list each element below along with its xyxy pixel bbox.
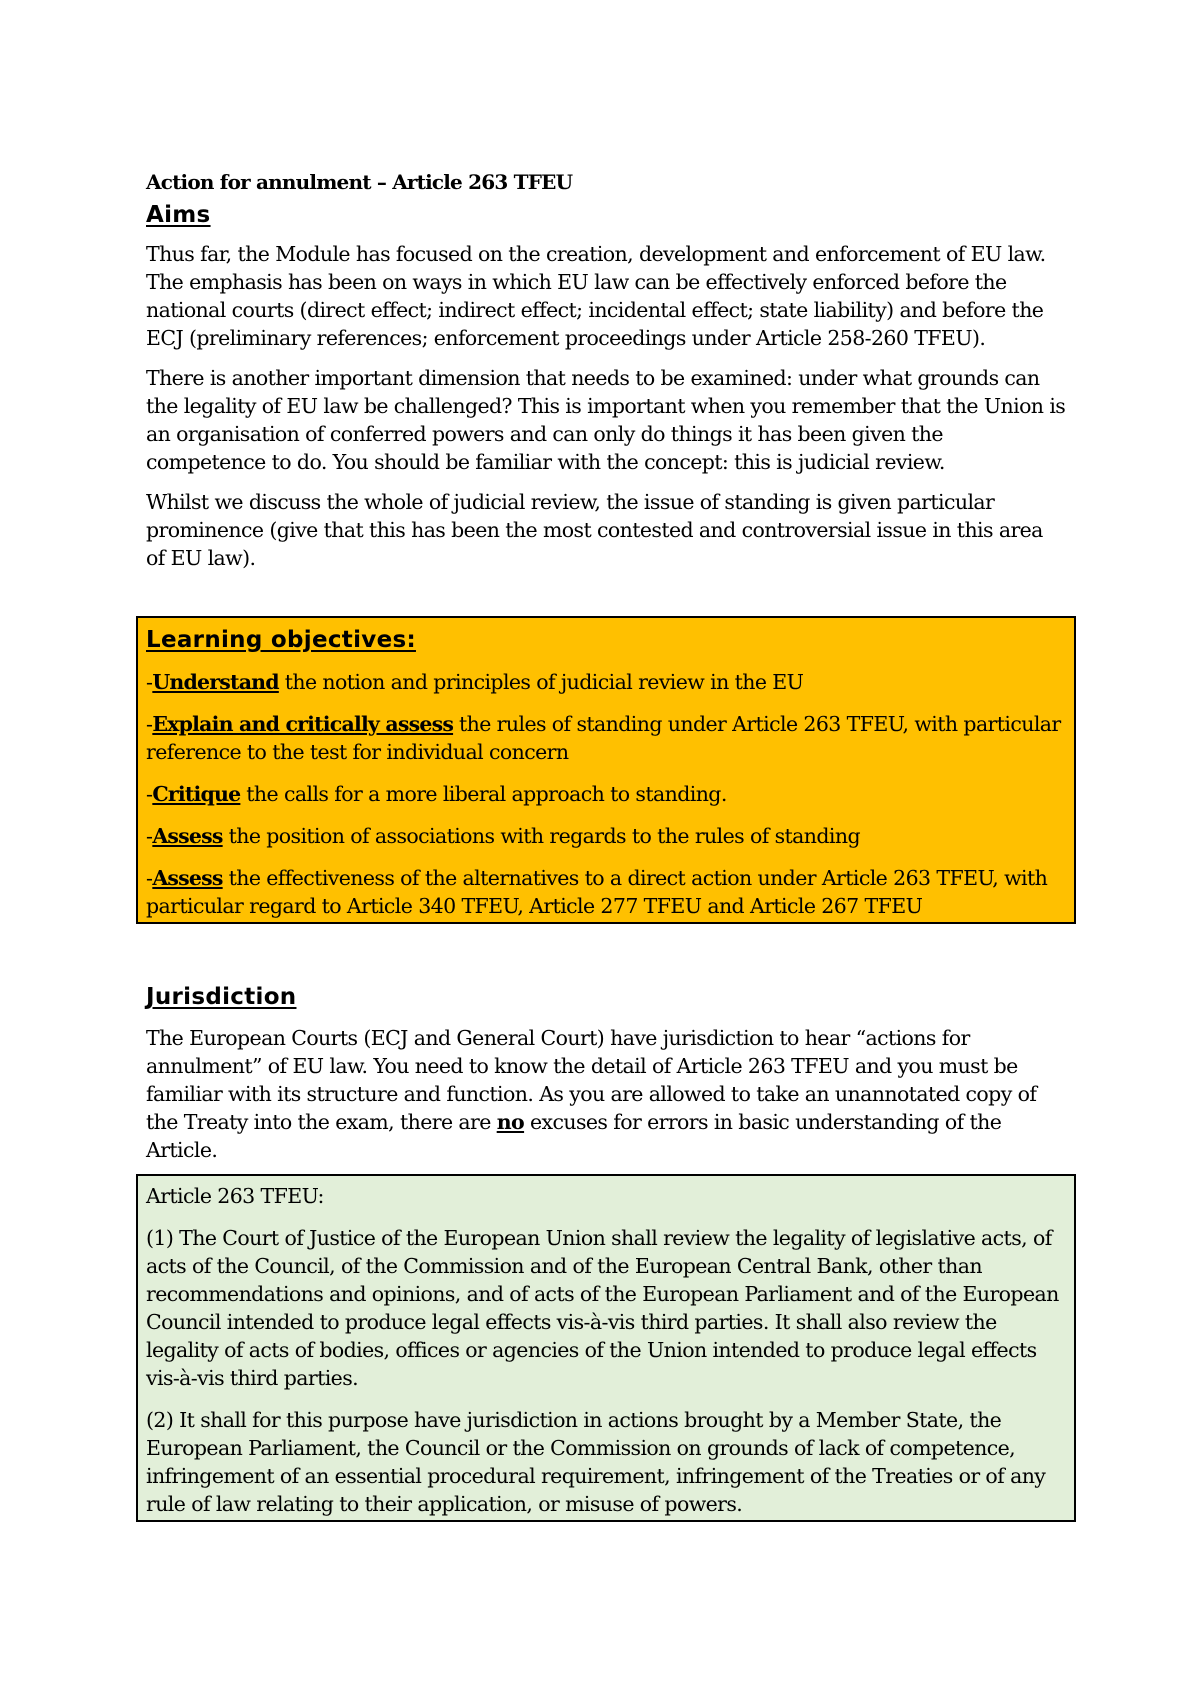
objective-item: -Understand the notion and principles of judicial review in the EU xyxy=(146,670,804,694)
aims-paragraph: Thus far, the Module has focused on the creation, development and enforcement of EU law. The emphasis has been on ways in which EU law can be effectively enforced before the national courts (direct effect; indirect effect; incidental effect; state liability) and before the ECJ (preliminary references; enforcement proceedings under Article 258-260 TFEU). xyxy=(146,242,1046,350)
objective-item: -Critique the calls for a more liberal approach to standing. xyxy=(146,782,727,806)
objective-item: -Assess the effectiveness of the alternatives to a direct action under Article 263 TFEU, with particular regard to Article 340 TFEU, Article 277 TFEU and Article 267 TFEU xyxy=(146,866,1048,918)
objective-item: -Explain and critically assess the rules of standing under Article 263 TFEU, with particular reference to the test for individual concern xyxy=(146,712,1061,764)
objective-keyword: Explain and critically assess xyxy=(152,712,454,736)
article-paragraph: (1) The Court of Justice of the European Union shall review the legality of legislative acts, of acts of the Council, of the Commission and of the European Central Bank, other than recommendations and opinions, and of acts of the European Parliament and of the European Council intended to produce legal effects vis-à-vis third parties. It shall also review the legality of acts of bodies, offices or agencies of the Union intended to produce legal effects vis-à-vis third parties. xyxy=(146,1226,1059,1390)
article-paragraph: (2) It shall for this purpose have jurisdiction in actions brought by a Member State, the European Parliament, the Council or the Commission on grounds of lack of competence, infringement of an essential procedural requirement, infringement of the Treaties or of any rule of law relating to their application, or misuse of powers. xyxy=(146,1408,1046,1516)
aims-heading: Aims xyxy=(146,202,211,228)
objective-keyword: Assess xyxy=(152,824,223,848)
document-title: Action for annulment – Article 263 TFEU xyxy=(146,170,573,194)
article-label: Article 263 TFEU: xyxy=(146,1184,324,1208)
objective-keyword: Assess xyxy=(152,866,223,890)
learning-objectives-box xyxy=(136,616,1076,924)
aims-paragraph: There is another important dimension that needs to be examined: under what grounds can the legality of EU law be challenged? This is important when you remember that the Union is an organisation of conferred powers and can only do things it has been given the competence to do. You should be familiar with the concept: this is judicial review. xyxy=(146,366,1066,474)
jurisdiction-heading: Jurisdiction xyxy=(146,984,297,1010)
objective-keyword: Understand xyxy=(152,670,279,694)
objective-item: -Assess the position of associations with regards to the rules of standing xyxy=(146,824,860,848)
jurisdiction-paragraph: The European Courts (ECJ and General Court) have jurisdiction to hear “actions for annulment” of EU law. You need to know the detail of Article 263 TFEU and you must be familiar with its structure and function. As you are allowed to take an unannotated copy of the Treaty into the exam, there are no excuses for errors in basic understanding of the Article. xyxy=(146,1026,1037,1162)
emphasis-no: no xyxy=(496,1110,525,1134)
objectives-heading: Learning objectives: xyxy=(146,627,416,653)
objective-keyword: Critique xyxy=(152,782,241,806)
aims-paragraph: Whilst we discuss the whole of judicial review, the issue of standing is given particular prominence (give that this has been the most contested and controversial issue in this area of EU law). xyxy=(146,490,1043,570)
article-263-box xyxy=(136,1174,1076,1522)
document-page xyxy=(146,168,1066,1522)
